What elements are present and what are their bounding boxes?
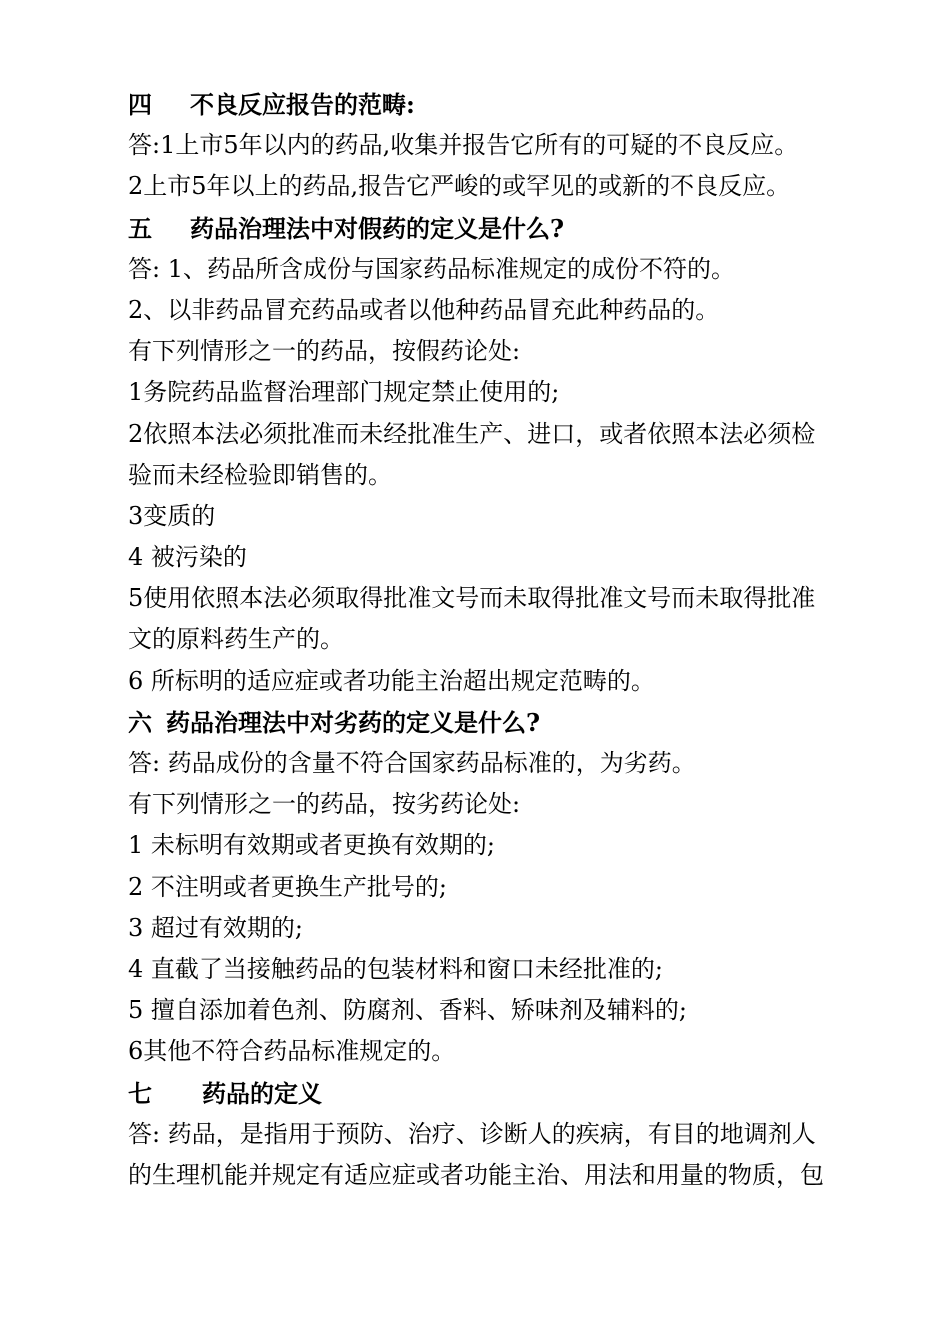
text-line: 4 被污染的 [128,543,247,572]
text-line: 答:1上市5年以内的药品,收集并报告它所有的可疑的不良反应。 [128,131,799,160]
text-line: 答: 药品，是指用于预防、治疗、诊断人的疾病，有目的地调剂人 [128,1119,816,1148]
text-line: 验而未经检验即销售的。 [128,460,392,489]
document-page [128,84,868,1196]
text-line: 6 所标明的适应症或者功能主治超出规定范畴的。 [128,666,655,695]
section-heading [128,84,868,125]
text-line: 5 擅自添加着色剂、防腐剂、香料、矫味剂及辅料的; [128,996,687,1025]
text-line: 有下列情形之一的药品，按假药论处: [128,337,521,366]
section-number: 四 [128,90,152,119]
text-line: 3 超过有效期的; [128,913,303,942]
text-line: 答: 1、药品所含成份与国家药品标准规定的成份不符的。 [128,254,735,283]
section-heading [128,702,868,743]
text-line: 5使用依照本法必须取得批准文号而未取得批准文号而未取得批准 [128,584,816,613]
section-title: 药品治理法中对劣药的定义是什么? [166,707,541,737]
section-title: 不良反应报告的范畴: [190,90,415,119]
text-line: 有下列情形之一的药品，按劣药论处: [128,790,521,819]
text-line: 2依照本法必须批准而未经批准生产、进口，或者依照本法必须检 [128,419,816,448]
text-line: 2、以非药品冒充药品或者以他种药品冒充此种药品的。 [128,295,720,324]
section-number: 六 [128,707,152,737]
text-line: 3变质的 [128,501,216,530]
section-heading [128,1073,868,1114]
text-line: 答: 药品成份的含量不符合国家药品标准的，为劣药。 [128,749,696,777]
text-line: 2上市5年以上的药品,报告它严峻的或罕见的或新的不良反应。 [128,172,791,201]
text-line: 6其他不符合药品标准规定的。 [128,1037,456,1066]
section-number: 五 [128,213,152,243]
section-title: 药品治理法中对假药的定义是什么? [190,213,565,243]
text-line: 1 未标明有效期或者更换有效期的; [128,831,495,860]
text-line: 2 不注明或者更换生产批号的; [128,872,447,901]
text-line: 的生理机能并规定有适应症或者功能主治、用法和用量的物质，包 [128,1160,824,1189]
text-line: 4 直截了当接触药品的包装材料和窗口未经批准的; [128,954,663,983]
section-title: 药品的定义 [202,1078,322,1108]
section-heading [128,208,868,249]
section-number: 七 [128,1078,152,1108]
text-line: 文的原料药生产的。 [128,625,344,654]
text-line: 1务院药品监督治理部门规定禁止使用的; [128,378,560,407]
